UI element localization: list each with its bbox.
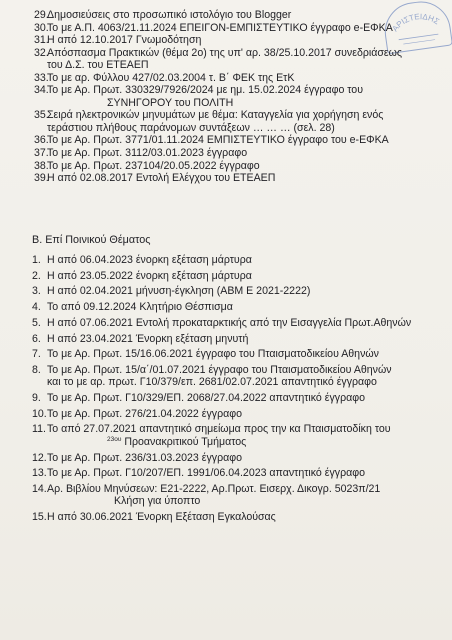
document-list-a — [0, 9, 410, 185]
item-number: 7. — [32, 348, 41, 361]
list-item — [0, 301, 419, 313]
list-item — [0, 84, 410, 109]
document-list-b — [0, 254, 419, 527]
item-number: 4. — [32, 301, 41, 314]
item-text: Η από 23.05.2022 ένορκη εξέταση μάρτυρα — [47, 269, 252, 282]
item-text: Η από 12.10.2017 Γνωμοδότηση — [47, 34, 202, 47]
list-item — [0, 147, 410, 159]
item-text: Η από 02.04.2021 μήνυση-έγκληση (ΑΒΜ Ε 2021-2222) — [47, 285, 311, 298]
item-text: Το με Αρ. Πρωτ. 3771/01.11.2024 ΕΜΠΙΣΤΕΥΤΙΚΟ έγγραφο του e-ΕΦΚΑ — [47, 134, 389, 147]
item-text-line2: και το με αρ. πρωτ. Γ10/379/επ. 2681/02.07.2021 απαντητικό έγγραφο — [47, 376, 377, 389]
list-item — [0, 34, 410, 46]
item-text-continued — [47, 59, 402, 71]
item-text: Δημοσιεύσεις στο προσωπικό ιστολόγιο του Blogger — [47, 9, 292, 21]
item-number: 3. — [32, 285, 41, 298]
item-text: Η από 06.04.2023 ένορκη εξέταση μάρτυρα — [47, 254, 252, 266]
item-text-continued — [47, 436, 411, 448]
stamp-text: ΑΡΙΣΤΕΙΔΗΣ — [390, 12, 441, 34]
list-item — [0, 511, 419, 523]
item-text: Αρ. Βιβλίου Μηνύσεων: Ε21-2222, Αρ.Πρωτ. Εισερχ. Δικογρ. 5023π/21 — [47, 482, 381, 495]
item-number: 38. — [34, 159, 49, 172]
list-item — [0, 22, 410, 34]
list-item — [0, 348, 419, 360]
item-text-line2: Κλήση για ύποπτο — [114, 495, 201, 508]
item-text: Η από 07.06.2021 Εντολή προκαταρκτικής από την Εισαγγελία Πρωτ.Αθηνών — [47, 316, 412, 329]
item-number: 8. — [32, 363, 41, 376]
item-number: 1. — [32, 254, 41, 266]
list-item — [0, 467, 419, 479]
list-item — [0, 483, 419, 508]
item-number: 11. — [32, 423, 46, 436]
item-number: 10. — [32, 407, 47, 420]
item-text: Το με Α.Π. 4063/21.11.2024 ΕΠΕΙΓΟΝ-ΕΜΠΙΣΤΕΥΤΙΚΟ έγγραφο e-ΕΦΚΑ — [47, 21, 393, 34]
item-number: 33. — [34, 71, 49, 84]
list-item — [0, 364, 419, 389]
list-item — [0, 47, 410, 72]
item-number: 29. — [34, 9, 49, 21]
item-number: 5. — [32, 316, 41, 329]
item-text: Το με Αρ. Πρωτ. 237104/20.05.2022 έγγραφο — [47, 159, 260, 172]
item-text-continued — [47, 97, 402, 109]
section-title: Β. Επί Ποινικού Θέματος — [32, 234, 151, 246]
item-text: Η από 30.06.2021 Ένορκη Εξέταση Εγκαλούσας — [47, 511, 276, 524]
item-text: Το με Αρ. Πρωτ. Γ10/207/ΕΠ. 1991/06.04.2023 απαντητικό έγγραφο — [47, 467, 365, 480]
item-text: Το με Αρ. Πρωτ. 236/31.03.2023 έγγραφο — [47, 451, 242, 464]
list-item — [0, 408, 419, 420]
item-number: 30. — [34, 21, 49, 34]
item-text-line2: του Δ.Σ. του ΕΤΕΑΕΠ — [47, 59, 149, 72]
item-number: 6. — [32, 332, 41, 345]
item-text-line2: Προανακριτικού Τμήματος — [121, 435, 247, 448]
list-item — [0, 160, 410, 172]
list-item — [0, 72, 410, 84]
list-item — [0, 270, 419, 282]
list-item — [0, 452, 419, 464]
item-text: Η από 02.08.2017 Εντολή Ελέγχου του ΕΤΕΑΕΠ — [47, 172, 276, 185]
item-text: Το με Αρ. Πρωτ. 330329/7926/2024 με ημ. 15.02.2024 έγγραφο του — [47, 84, 363, 97]
item-text: Το με Αρ. Πρωτ. 15/α΄/01.07.2021 έγγραφο του Πταισματοδικείου Αθηνών — [47, 363, 392, 376]
item-text: Το από 09.12.2024 Κλητήριο Θέσπισμα — [47, 301, 233, 314]
ordinal-superscript: 23ου — [107, 435, 122, 443]
list-item — [0, 333, 419, 345]
list-item — [0, 134, 410, 146]
item-text: Σειρά ηλεκτρονικών μηνυμάτων με θέμα: Καταγγελία για χορήγηση ενός — [47, 109, 384, 122]
item-text-continued — [47, 122, 402, 134]
list-item — [0, 9, 410, 21]
list-item — [0, 254, 419, 266]
item-text: Το με αρ. Φύλλου 427/02.03.2004 τ. Β΄ ΦΕΚ της ΕτΚ — [47, 71, 295, 84]
item-number: 34. — [34, 84, 49, 97]
item-number: 12. — [32, 451, 47, 464]
list-item — [0, 392, 419, 404]
item-text: Το με Αρ. Πρωτ. Γ10/329/ΕΠ. 2068/27.04.2022 απαντητικό έγγραφο — [47, 392, 365, 405]
item-number: 37. — [34, 146, 49, 159]
item-number: 31. — [34, 34, 49, 47]
list-item — [0, 285, 419, 297]
item-number: 39. — [34, 172, 49, 185]
item-text-continued — [47, 376, 411, 388]
list-item — [0, 317, 419, 329]
item-number: 2. — [32, 269, 41, 282]
item-number: 14. — [32, 482, 47, 495]
item-number: 9. — [32, 392, 41, 405]
item-text: Απόσπασμα Πρακτικών (θέμα 2ο) της υπ' αρ. 38/25.10.2017 συνεδριάσεως — [47, 46, 402, 59]
item-text-continued — [47, 495, 411, 507]
list-item — [0, 172, 410, 184]
item-number: 13. — [32, 467, 47, 480]
item-text: Το με Αρ. Πρωτ. 3112/03.01.2023 έγγραφο — [47, 146, 248, 159]
item-text-line2: ΣΥΝΗΓΟΡΟΥ του ΠΟΛΙΤΗ — [107, 96, 234, 109]
item-text: Το με Αρ. Πρωτ. 276/21.04.2022 έγγραφο — [47, 407, 242, 420]
item-number: 15. — [32, 511, 47, 524]
item-text: Το από 27.07.2021 απαντητικό σημείωμα προς την κα Πταισματοδίκη του — [47, 423, 391, 436]
list-item — [0, 423, 419, 448]
item-number: 36. — [34, 134, 49, 147]
item-text-line2: τεράστιου πλήθους παράνομων συντάξεων … … … (σελ. 28) — [47, 121, 335, 134]
item-number: 32. — [34, 46, 49, 59]
item-text: Η από 23.04.2021 Ένορκη εξέταση μηνυτή — [47, 332, 249, 345]
item-text: Το με Αρ. Πρωτ. 15/16.06.2021 έγγραφο του Πταισματοδικείου Αθηνών — [47, 348, 379, 361]
item-number: 35. — [34, 109, 49, 122]
list-item — [0, 109, 410, 134]
